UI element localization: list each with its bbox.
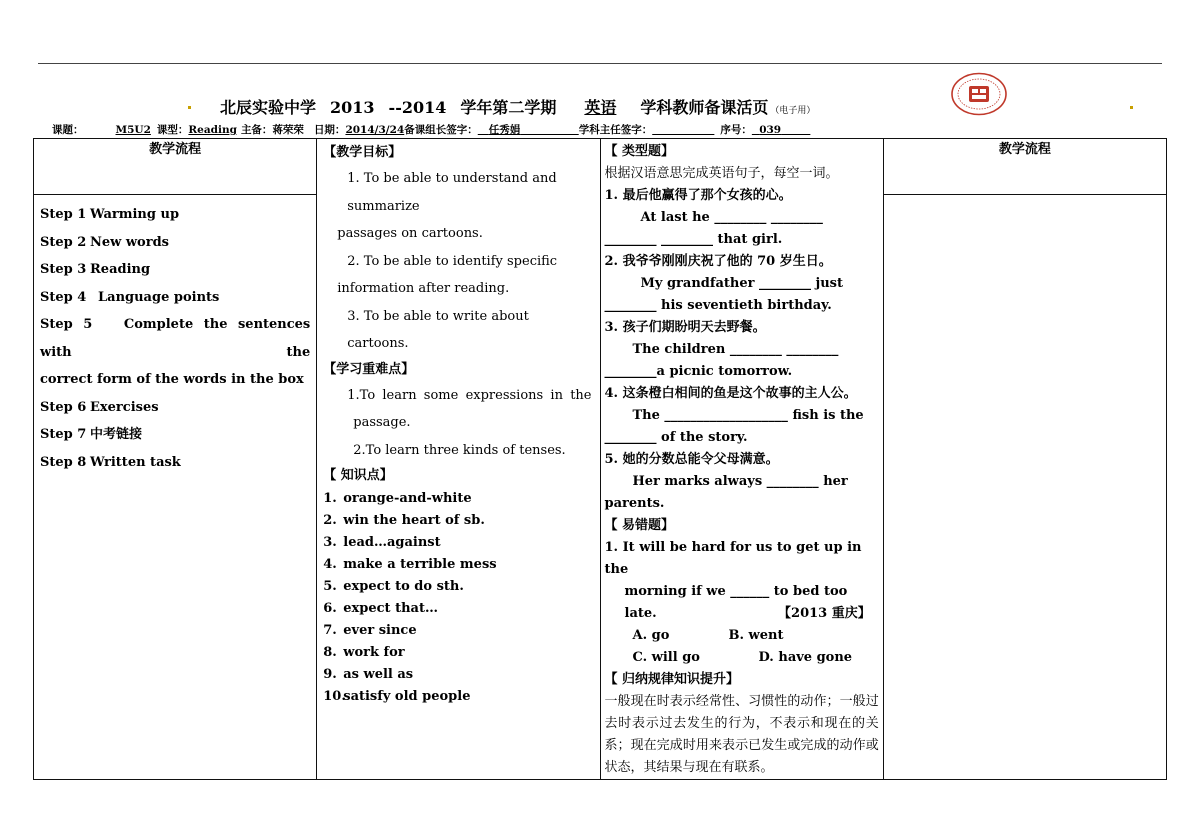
question-cn: 4. 这条橙白相间的鱼是这个故事的主人公。 [604, 386, 857, 401]
question-cn: 3. 孩子们期盼明天去野餐。 [604, 320, 766, 335]
question-line: The ___________________ fish is the [632, 408, 864, 423]
mistake-line: 1. It will be hard for us to get up in the [604, 540, 862, 577]
question-line: At last he ________ ________ [640, 210, 823, 225]
marker-dot [1130, 106, 1133, 109]
question-cn: 1. 最后他赢得了那个女孩的心。 [604, 188, 792, 203]
col4-body-cell [883, 195, 1166, 780]
school-name: 北辰实验中学 [220, 98, 317, 117]
question-cn: 2. 我爷爷刚刚庆祝了他的 70 岁生日。 [604, 254, 832, 269]
steps-list [34, 195, 316, 476]
question-line: ________ ________ that girl. [604, 232, 783, 247]
type-label: 课型： [156, 124, 189, 136]
type-heading: 【 类型题】 [604, 144, 675, 159]
knowledge-point: 6. expect that… [323, 601, 438, 616]
col4-header-cell [883, 139, 1166, 195]
page-name: 学科教师备课活页 [640, 98, 769, 117]
knowledge-point: 5. expect to do sth. [323, 579, 464, 594]
director-signature [652, 124, 714, 136]
question-cn: 5. 她的分数总能令父母满意。 [604, 452, 779, 467]
points-heading: 【 知识点】 [323, 468, 393, 483]
col1-heading: 教学流程 [149, 142, 202, 157]
topic-label: 课题： [52, 124, 84, 136]
step-item: correct form of the words in the box [40, 372, 304, 387]
serial-label: 序号： [720, 124, 752, 136]
marker-dot [188, 106, 191, 109]
term: 学年第二学期 [460, 98, 557, 117]
mistake-heading: 【 易错题】 [604, 518, 675, 533]
subject: 英语 [584, 98, 617, 117]
rule-text: 一般现在时表示经常性、习惯性的动作；一般过去时表示过去发生的行为，不表示和现在的关系；现在完成时用来表示已发生或完成的动作或状态，其结果与现在有联系。 [604, 694, 879, 775]
topic-value: M5U2 [115, 124, 151, 136]
goal-line: 1. To be able to understand and summarize [347, 171, 557, 214]
lead-value: 蒋荣荣 [272, 124, 304, 136]
knowledge-point: 8. work for [323, 645, 405, 660]
knowledge-point: 2. win the heart of sb. [323, 513, 485, 528]
question-line: ________ his seventieth birthday. [604, 298, 832, 313]
lead-label: 主备： [240, 124, 273, 136]
focus-line: 2.To learn three kinds of tenses. [353, 442, 566, 458]
col1-header-cell [34, 139, 317, 195]
knowledge-point: 3. lead…against [323, 535, 441, 550]
date-label: 日期： [313, 124, 346, 136]
col1-body-cell [34, 195, 317, 780]
goals-heading: 【教学目标】 [323, 145, 402, 160]
year-from: 2013 [330, 98, 375, 117]
step-item: Step 7 中考链接 [40, 427, 143, 442]
question-line: The children ________ ________ [632, 342, 839, 357]
top-rule [38, 63, 1162, 64]
step-item: Step 1 Warming up [40, 207, 180, 222]
options-row [605, 625, 879, 647]
knowledge-point: 4. make a terrible mess [323, 557, 497, 572]
col3-cell [600, 139, 883, 780]
focus-line: passage. [353, 415, 411, 430]
title-note: （电子用） [770, 106, 816, 116]
step-item: Step 6 Exercises [40, 399, 159, 415]
rule-heading: 【 归纳规律知识提升】 [604, 672, 740, 687]
step-item: Step 8 Written task [40, 454, 181, 470]
instruction: 根据汉语意思完成英语句子，每空一词。 [604, 166, 839, 181]
mistake-source: 【2013 重庆】 [778, 606, 871, 621]
focus-line: 1.To learn some expressions in the [347, 387, 592, 403]
mistake-line: late. 【2013 重庆】 [605, 603, 879, 625]
goal-line: information after reading. [337, 281, 510, 296]
question-line: parents. [604, 496, 665, 511]
step-item: Step 5 Complete the sentences with the [40, 317, 311, 360]
group-label: 备课组长签字： [404, 124, 478, 136]
date-value: 2014/3/24 [345, 124, 405, 136]
goal-line: 3. To be able to write about cartoons. [347, 308, 529, 351]
step-item: Step 2 New words [40, 234, 169, 250]
focus-heading: 【学习重难点】 [323, 361, 415, 377]
type-value: Reading [188, 124, 237, 136]
col4-heading: 教学流程 [998, 142, 1051, 157]
goal-line: passages on cartoons. [337, 226, 483, 241]
question-line: My grandfather ________ just [640, 276, 843, 291]
serial-value: 039 [759, 124, 782, 136]
question-line: ________a picnic tomorrow. [604, 364, 793, 379]
page-title [220, 95, 829, 118]
group-signature: 任秀娟 [488, 124, 521, 136]
step-item: Step 4 Language points [40, 289, 220, 305]
question-line: Her marks always ________ her [632, 474, 848, 489]
option-c: C. will go [632, 650, 700, 665]
year-to: --2014 [388, 98, 447, 117]
option-d: D. have gone [758, 650, 853, 665]
school-seal-logo [950, 72, 1008, 116]
option-b: B. went [728, 628, 784, 643]
knowledge-point: 10.satisfy old people [323, 689, 471, 704]
knowledge-point: 7. ever since [323, 623, 417, 638]
option-a: A. go [632, 628, 670, 643]
mistake-line: morning if we ______ to bed too [624, 584, 848, 599]
meta-line [52, 122, 810, 137]
director-label: 学科主任签字： [578, 124, 653, 136]
step-item: Step 3 Reading [40, 262, 151, 277]
goal-line: 2. To be able to identify specific [347, 253, 558, 269]
col2-cell [317, 139, 600, 780]
question-line: ________ of the story. [604, 430, 748, 445]
options-row [605, 647, 879, 669]
knowledge-point: 9. as well as [323, 667, 414, 682]
lesson-plan-table [33, 138, 1167, 780]
knowledge-point: 1. orange-and-white [323, 491, 472, 506]
